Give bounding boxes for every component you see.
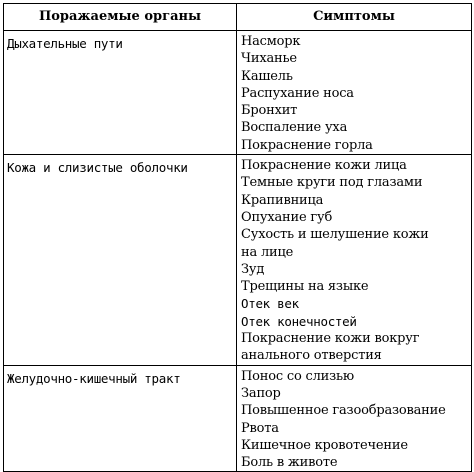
symptom-item: Зуд	[241, 261, 265, 277]
header-organs: Поражаемые органы	[4, 4, 237, 31]
symptom-item: на лице	[241, 244, 294, 260]
symptom-item: Воспаление уха	[241, 120, 348, 136]
symptoms-cell	[237, 155, 472, 366]
table-row-respiratory	[4, 31, 472, 155]
header-symptoms: Симптомы	[237, 4, 472, 31]
symptom-item: Повышенное газообразование	[241, 403, 446, 419]
symptoms-cell	[237, 31, 472, 155]
symptom-item: Кишечное кровотечение	[241, 437, 408, 453]
symptom-item: Отек век	[241, 296, 299, 312]
symptom-item: Покраснение горла	[241, 137, 373, 153]
table-header-row	[4, 4, 472, 31]
symptom-item: Чиханье	[241, 51, 297, 67]
symptom-item: анального отверстия	[241, 348, 382, 364]
symptom-item: Отек конечностей	[241, 313, 357, 329]
symptom-item: Рвота	[241, 420, 279, 436]
symptom-item: Покраснение кожи вокруг	[241, 331, 420, 347]
symptom-item: Распухание носа	[241, 85, 354, 101]
table-row-gastro	[4, 365, 472, 472]
symptom-item: Опухание губ	[241, 209, 333, 225]
symptom-item: Трещины на языке	[241, 279, 369, 295]
symptoms-cell	[237, 365, 472, 472]
symptom-item: Кашель	[241, 68, 293, 84]
organ-cell: Кожа и слизистые оболочки	[4, 155, 237, 366]
symptom-item: Запор	[241, 385, 281, 401]
symptom-item: Крапивница	[241, 192, 324, 208]
symptom-item: Понос со слизью	[241, 368, 354, 384]
organ-cell: Желудочно-кишечный тракт	[4, 365, 237, 472]
symptom-item: Боль в животе	[241, 455, 338, 471]
symptoms-table	[3, 3, 472, 472]
table-row-skin	[4, 155, 472, 366]
symptom-item: Сухость и шелушение кожи	[241, 227, 429, 243]
symptom-item: Темные круги под глазами	[241, 175, 423, 191]
symptom-item: Бронхит	[241, 103, 298, 119]
symptom-item: Покраснение кожи лица	[241, 158, 407, 174]
symptom-item: Насморк	[241, 34, 301, 49]
organ-cell: Дыхательные пути	[4, 31, 237, 155]
